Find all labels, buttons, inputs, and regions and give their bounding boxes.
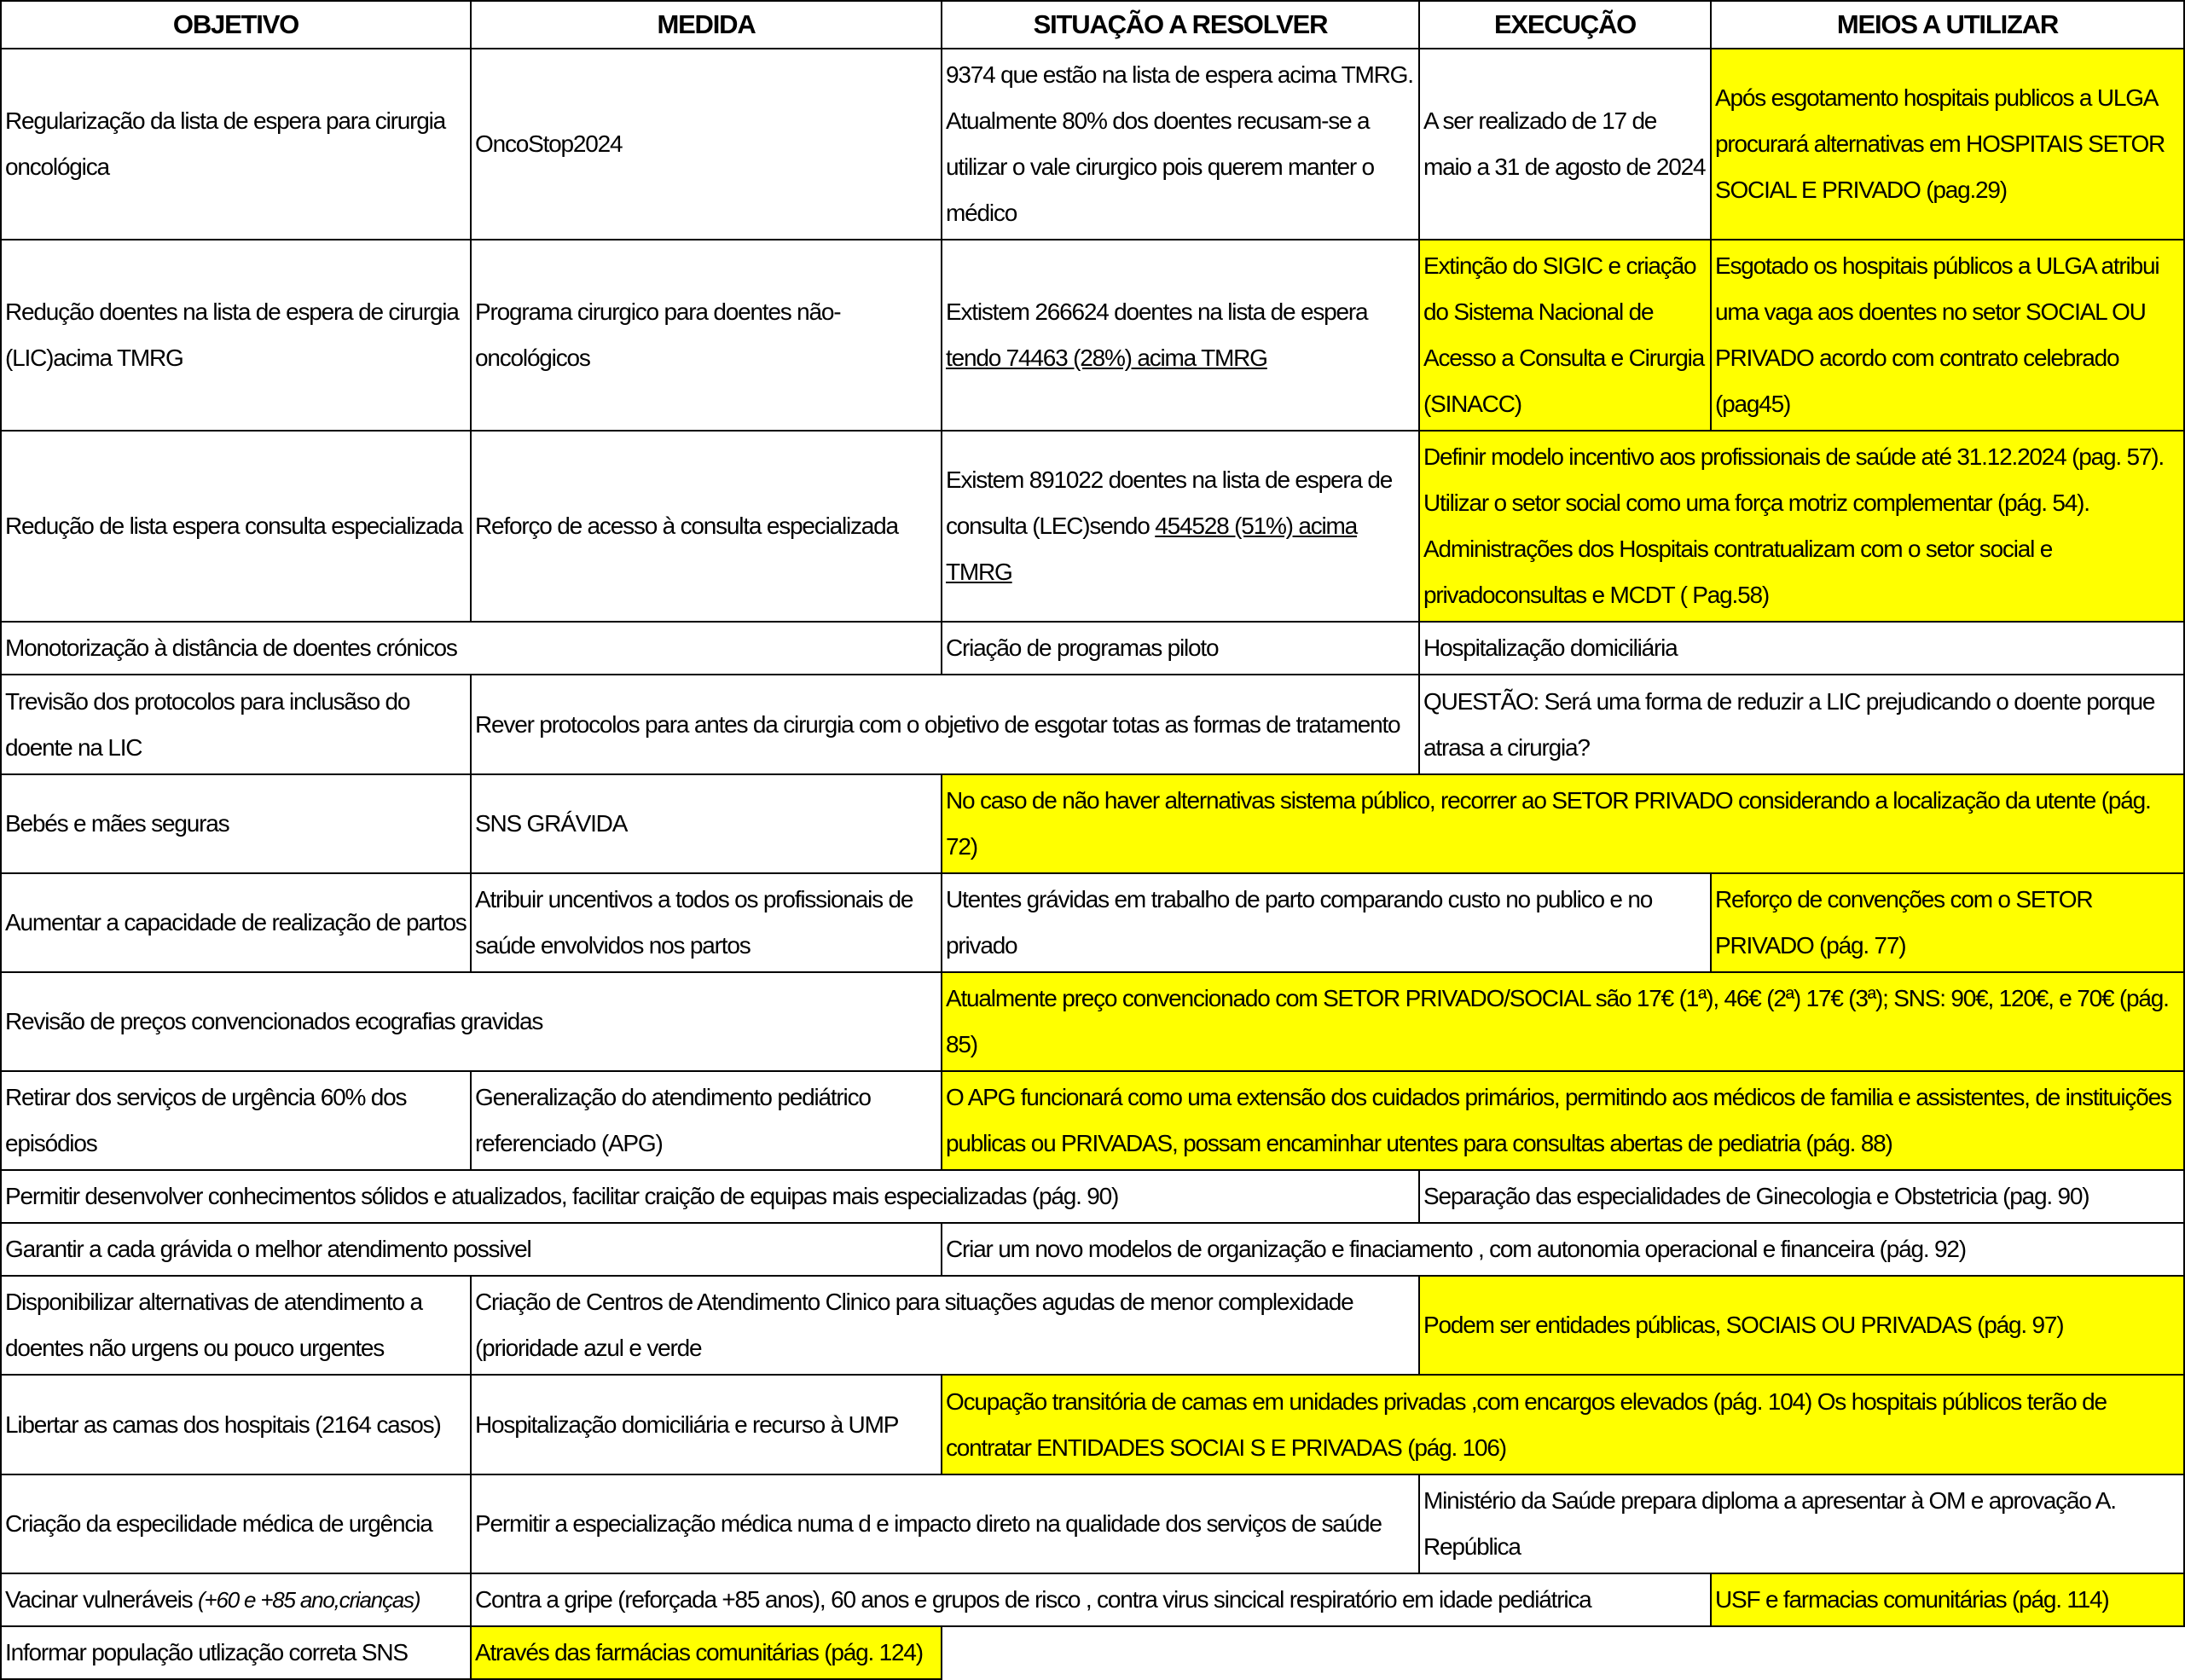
objetivo-cell: Regularização da lista de espera para cirurgia oncológica <box>1 49 471 240</box>
execucao-cell: A ser realizado de 17 de maio a 31 de agosto de 2024 <box>1419 49 1711 240</box>
execucao-meios-cell: Hospitalização domiciliária <box>1419 622 2184 675</box>
situacao-meios-cell: Atualmente preço convencionado com SETOR PRIVADO/SOCIAL são 17€ (1ª), 46€ (2ª) 17€ (3ª); SNS: 90€, 120€, e 70€ (pág. 85) <box>942 972 2184 1071</box>
objetivo-cell: Disponibilizar alternativas de atendimento a doentes não urgens ou pouco urgentes <box>1 1276 471 1375</box>
table-row <box>1 1276 2184 1375</box>
objetivo-cell: Redução de lista espera consulta especializada <box>1 431 471 622</box>
header-situacao: SITUAÇÃO A RESOLVER <box>942 1 1419 49</box>
objetivo-cell: Criação da especilidade médica de urgência <box>1 1474 471 1573</box>
objetivo-italic-text: (+60 e +85 ano,crianças) <box>198 1587 420 1613</box>
medida-cell: Generalização do atendimento pediátrico referenciado (APG) <box>471 1071 942 1170</box>
medida-situacao-cell: Rever protocolos para antes da cirurgia com o objetivo de esgotar totas as formas de tratamento <box>471 675 1419 774</box>
execucao-meios-cell: Separação das especialidades de Ginecologia e Obstetricia (pag. 90) <box>1419 1170 2184 1223</box>
medida-situacao-cell: Permitir a especialização médica numa d e impacto direto na qualidade dos serviços de saúde <box>471 1474 1419 1573</box>
objetivo-situacao-cell: Permitir desenvolver conhecimentos sólidos e atualizados, facilitar craição de equipas mais especializadas (pág. 90) <box>1 1170 1419 1223</box>
execucao-meios-cell: QUESTÃO: Será uma forma de reduzir a LIC prejudicando o doente porque atrasa a cirurgia? <box>1419 675 2184 774</box>
objetivo-cell <box>1 1573 471 1626</box>
situacao-text: Existem 891022 doentes na lista de espera de consulta (LEC)sendo <box>946 466 1393 539</box>
header-medida: MEDIDA <box>471 1 942 49</box>
header-row <box>1 1 2184 49</box>
medida-situacao-cell: Criação de Centros de Atendimento Clinico para situações agudas de menor complexidade (prioridade azul e verde <box>471 1276 1419 1375</box>
objetivo-cell: Bebés e mães seguras <box>1 774 471 873</box>
situacao-cell: 9374 que estão na lista de espera acima TMRG. Atualmente 80% dos doentes recusam-se a utilizar o vale cirurgico pois querem manter o médico <box>942 49 1419 240</box>
table-row <box>1 1223 2184 1276</box>
header-meios: MEIOS A UTILIZAR <box>1711 1 2184 49</box>
table-row <box>1 622 2184 675</box>
situacao-meios-cell: No caso de não haver alternativas sistema público, recorrer ao SETOR PRIVADO considerando a localização da utente (pág. 72) <box>942 774 2184 873</box>
situacao-execucao-cell: Utentes grávidas em trabalho de parto comparando custo no publico e no privado <box>942 873 1711 972</box>
execucao-cell: Extinção do SIGIC e criação do Sistema Nacional de Acesso a Consulta e Cirurgia (SINACC) <box>1419 240 1711 431</box>
medida-cell: Programa cirurgico para doentes não-oncológicos <box>471 240 942 431</box>
table-row <box>1 1071 2184 1170</box>
header-objetivo: OBJETIVO <box>1 1 471 49</box>
objetivo-text: Vacinar vulneráveis <box>5 1586 199 1613</box>
table-row <box>1 1170 2184 1223</box>
table-row <box>1 675 2184 774</box>
situacao-text: Extistem 266624 doentes na lista de espera <box>946 298 1368 325</box>
table-row <box>1 972 2184 1071</box>
situacao-cell: Criação de programas piloto <box>942 622 1419 675</box>
situacao-meios-cell: O APG funcionará como uma extensão dos cuidados primários, permitindo aos médicos de familia e assistentes, de instituições publicas ou PRIVADAS, possam encaminhar utentes para consultas abertas de pediatria (pág. 88) <box>942 1071 2184 1170</box>
situacao-cell <box>942 240 1419 431</box>
execucao-meios-cell: Definir modelo incentivo aos profissionais de saúde até 31.12.2024 (pag. 57). Utilizar o setor social como uma força motriz complementar (pág. 54). Administrações dos Hospitais contratualizam com o setor social e privadoconsultas e MCDT ( Pag.58) <box>1419 431 2184 622</box>
situacao-underlined-text: tendo 74463 (28%) acima TMRG <box>946 345 1267 371</box>
empty-cell <box>942 1626 2184 1679</box>
header-execucao: EXECUÇÃO <box>1419 1 1711 49</box>
objetivo-cell: Redução doentes na lista de espera de cirurgia (LIC)acima TMRG <box>1 240 471 431</box>
situacao-underlined-text: 454528 (51%) acima TMRG <box>946 513 1358 585</box>
meios-cell: Esgotado os hospitais públicos a ULGA atribui uma vaga aos doentes no setor SOCIAL OU PRIVADO acordo com contrato celebrado (pag45) <box>1711 240 2184 431</box>
table-row <box>1 1375 2184 1474</box>
table-row <box>1 1626 2184 1679</box>
table-row <box>1 240 2184 431</box>
situacao-cell <box>942 431 1419 622</box>
situacao-meios-cell: Criar um novo modelos de organização e finaciamento , com autonomia operacional e financeira (pág. 92) <box>942 1223 2184 1276</box>
objetivo-cell: Retirar dos serviços de urgência 60% dos episódios <box>1 1071 471 1170</box>
table-row <box>1 49 2184 240</box>
medida-cell: SNS GRÁVIDA <box>471 774 942 873</box>
situacao-meios-cell: Ocupação transitória de camas em unidades privadas ,com encargos elevados (pág. 104) Os hospitais públicos terão de contratar ENTIDADES SOCIAI S E PRIVADAS (pág. 106) <box>942 1375 2184 1474</box>
execucao-meios-cell: Ministério da Saúde prepara diploma a apresentar à OM e aprovação A. República <box>1419 1474 2184 1573</box>
table-row <box>1 1474 2184 1573</box>
medida-cell: Hospitalização domiciliária e recurso à UMP <box>471 1375 942 1474</box>
medida-cell: Através das farmácias comunitárias (pág. 124) <box>471 1626 942 1679</box>
objetivo-cell: Aumentar a capacidade de realização de partos <box>1 873 471 972</box>
medida-cell: Atribuir uncentivos a todos os profissionais de saúde envolvidos nos partos <box>471 873 942 972</box>
table-row <box>1 431 2184 622</box>
objetivo-medida-cell: Revisão de preços convencionados ecografias gravidas <box>1 972 942 1071</box>
meios-cell: Reforço de convenções com o SETOR PRIVADO (pág. 77) <box>1711 873 2184 972</box>
objetivo-cell: Informar população utlização correta SNS <box>1 1626 471 1679</box>
objetivo-medida-cell: Monotorização à distância de doentes crónicos <box>1 622 942 675</box>
table-row <box>1 774 2184 873</box>
table-row <box>1 1573 2184 1626</box>
meios-cell: USF e farmacias comunitárias (pág. 114) <box>1711 1573 2184 1626</box>
objetivo-cell: Trevisão dos protocolos para inclusãso do doente na LIC <box>1 675 471 774</box>
meios-cell: Após esgotamento hospitais publicos a ULGA procurará alternativas em HOSPITAIS SETOR SOCIAL E PRIVADO (pag.29) <box>1711 49 2184 240</box>
objetivo-cell: Libertar as camas dos hospitais (2164 casos) <box>1 1375 471 1474</box>
table-row <box>1 873 2184 972</box>
objetivo-medida-cell: Garantir a cada grávida o melhor atendimento possivel <box>1 1223 942 1276</box>
execucao-meios-cell: Podem ser entidades públicas, SOCIAIS OU PRIVADAS (pág. 97) <box>1419 1276 2184 1375</box>
medida-execucao-cell: Contra a gripe (reforçada +85 anos), 60 anos e grupos de risco , contra virus sincical respiratório em idade pediátrica <box>471 1573 1711 1626</box>
medida-cell: OncoStop2024 <box>471 49 942 240</box>
medida-cell: Reforço de acesso à consulta especializada <box>471 431 942 622</box>
